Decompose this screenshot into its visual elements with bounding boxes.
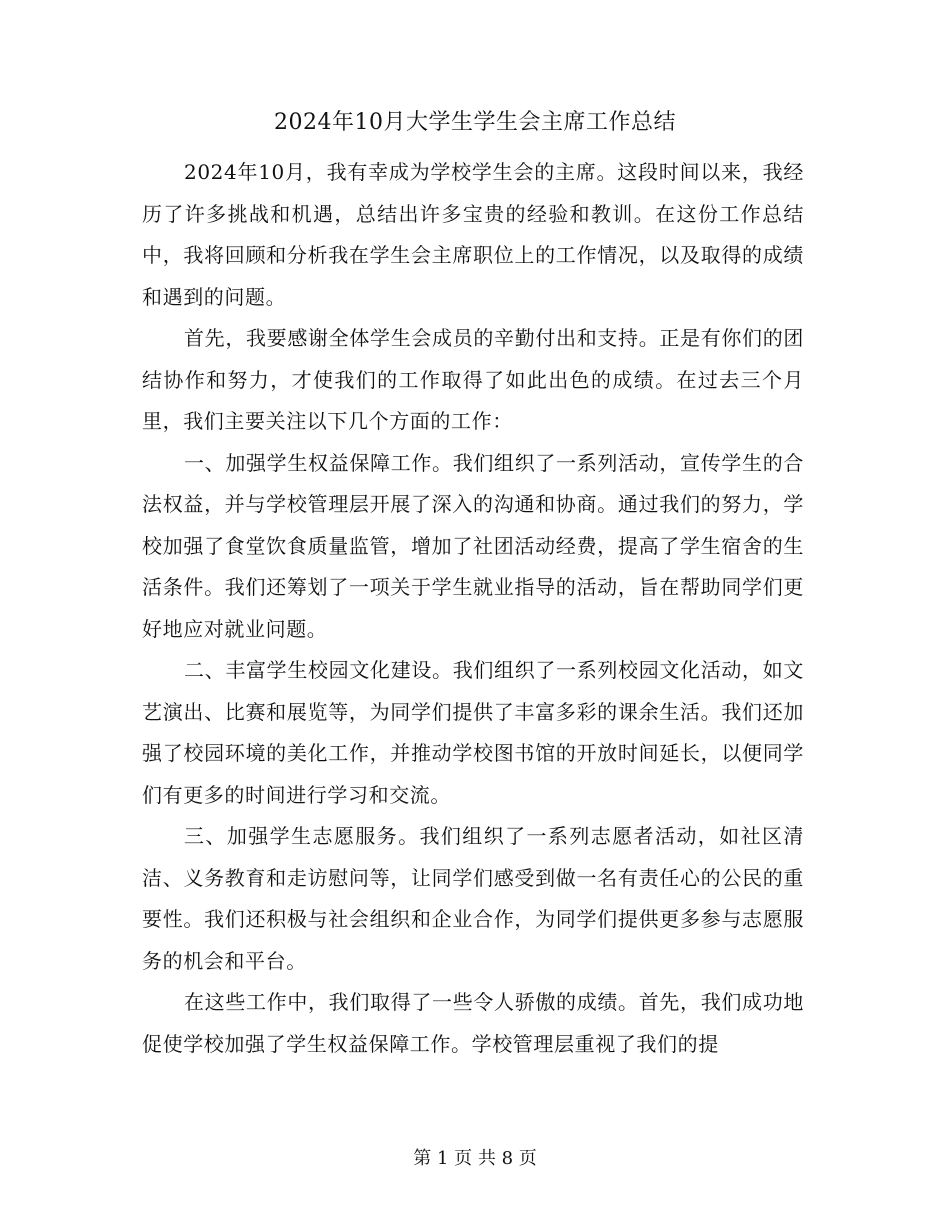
paragraph-achievements: 在这些工作中，我们取得了一些令人骄傲的成绩。首先，我们成功地促使学校加强了学生权益保障工作。学校管理层重视了我们的提 [142,990,804,1056]
paragraph-intro: 2024年10月，我有幸成为学校学生会的主席。这段时间以来，我经历了许多挑战和机遇，总结出许多宝贵的经验和教训。在这份工作总结中，我将回顾和分析我在学生会主席职位上的工作情况，以及取得的成绩和遇到的问题。 [142,160,804,309]
document-body [142,152,804,1065]
paragraph-thanks: 首先，我要感谢全体学生会成员的辛勤付出和支持。正是有你们的团结协作和努力，才使我们的工作取得了如此出色的成绩。在过去三个月里，我们主要关注以下几个方面的工作： [142,326,804,433]
document-title: 2024年10月大学生学生会主席工作总结 [274,110,676,135]
paragraph-culture: 二、丰富学生校园文化建设。我们组织了一系列校园文化活动，如文艺演出、比赛和展览等，为同学们提供了丰富多彩的课余生活。我们还加强了校园环境的美化工作，并推动学校图书馆的开放时间延长，以便同学们有更多的时间进行学习和交流。 [142,658,804,807]
paragraph-volunteer: 三、加强学生志愿服务。我们组织了一系列志愿者活动，如社区清洁、义务教育和走访慰问等，让同学们感受到做一名有责任心的公民的重要性。我们还积极与社会组织和企业合作，为同学们提供更多参与志愿服务的机会和平台。 [142,824,804,973]
paragraph-rights: 一、加强学生权益保障工作。我们组织了一系列活动，宣传学生的合法权益，并与学校管理层开展了深入的沟通和协商。通过我们的努力，学校加强了食堂饮食质量监管，增加了社团活动经费，提高了学生宿舍的生活条件。我们还筹划了一项关于学生就业指导的活动，旨在帮助同学们更好地应对就业问题。 [142,450,804,641]
page-number-footer: 第 1 页 共 8 页 [413,1148,537,1169]
